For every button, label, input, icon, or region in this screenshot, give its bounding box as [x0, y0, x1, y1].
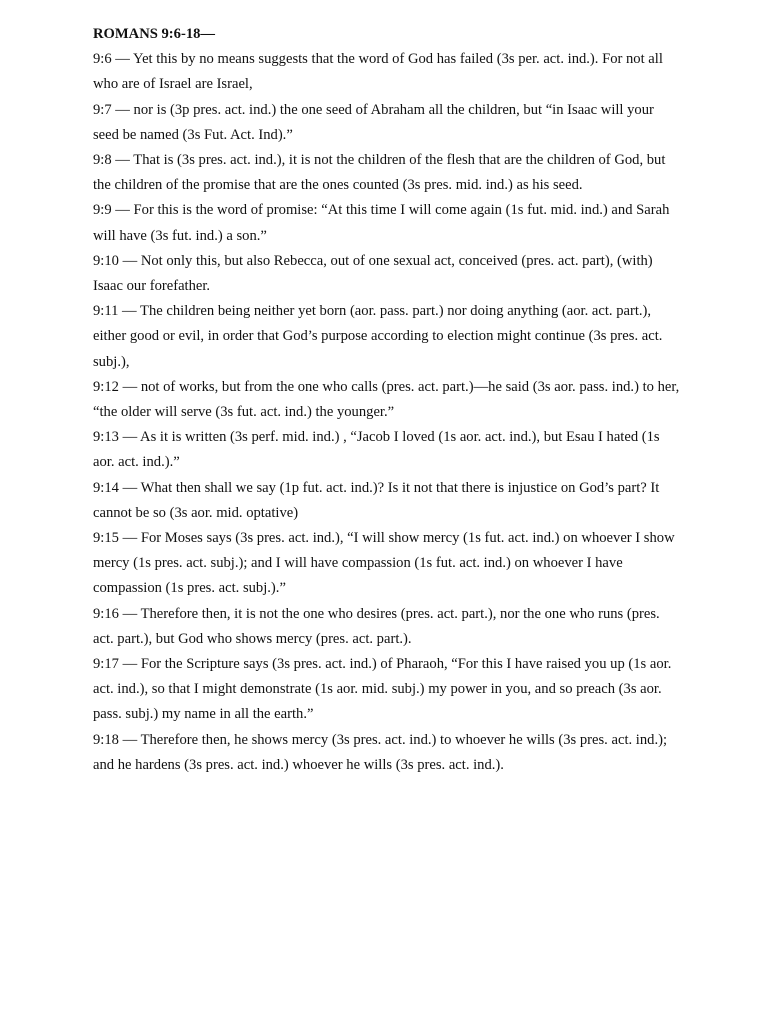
- verse-9-14: 9:14 — What then shall we say (1p fut. act. ind.)? Is it not that there is injustice on God’s part? It cannot be so (3s aor. mid. optative): [93, 479, 660, 521]
- document-title: ROMANS 9:6-18—: [93, 26, 216, 42]
- verse-9-17: 9:17 — For the Scripture says (3s pres. act. ind.) of Pharaoh, “For this I have raised you up (1s aor. act. ind.), so that I might demonstrate (1s aor. mid. subj.) my power in you, and so preach (3s aor. pass. subj.) my name in all the earth.”: [93, 656, 672, 723]
- verse-9-15: 9:15 — For Moses says (3s pres. act. ind.), “I will show mercy (1s fut. act. ind.) on whoever I show mercy (1s pres. act. subj.); and I will have compassion (1s fut. act. ind.) on whoever I have compassion (1s pres. act. subj.).”: [93, 530, 675, 597]
- verse-9-18: 9:18 — Therefore then, he shows mercy (3s pres. act. ind.) to whoever he wills (3s pres. act. ind.); and he hardens (3s pres. act. ind.) whoever he wills (3s pres. act. ind.).: [93, 731, 668, 773]
- verse-9-9: 9:9 — For this is the word of promise: “At this time I will come again (1s fut. mid. ind.) and Sarah will have (3s fut. ind.) a son.”: [93, 202, 670, 244]
- verse-9-13: 9:13 — As it is written (3s perf. mid. ind.) , “Jacob I loved (1s aor. act. ind.), but Esau I hated (1s aor. act. ind.).”: [93, 429, 660, 471]
- verse-9-16: 9:16 — Therefore then, it is not the one who desires (pres. act. part.), nor the one who runs (pres. act. part.), but God who shows mercy (pres. act. part.).: [93, 605, 660, 647]
- verse-9-12: 9:12 — not of works, but from the one who calls (pres. act. part.)—he said (3s aor. pass. ind.) to her, “the older will serve (3s fut. act. ind.) the younger.”: [93, 378, 680, 421]
- verse-9-11: 9:11 — The children being neither yet born (aor. pass. part.) nor doing anything (aor. act. part.), either good or evil, in order that God’s purpose according to election might continue (3s pres. act. subj.),: [93, 303, 663, 370]
- verse-9-8: 9:8 — That is (3s pres. act. ind.), it is not the children of the flesh that are the children of God, but the children of the promise that are the ones counted (3s pres. mid. ind.) as his seed.: [93, 152, 666, 194]
- verse-9-7: 9:7 — nor is (3p pres. act. ind.) the one seed of Abraham all the children, but “in Isaac will your seed be named (3s Fut. Act. Ind).”: [93, 101, 654, 143]
- verse-9-10: 9:10 — Not only this, but also Rebecca, out of one sexual act, conceived (pres. act. part), (with) Isaac our forefather.: [93, 252, 653, 295]
- document-page: [93, 22, 683, 778]
- verse-9-6: 9:6 — Yet this by no means suggests that the word of God has failed (3s per. act. ind.). For not all who are of Israel are Israel,: [93, 51, 663, 93]
